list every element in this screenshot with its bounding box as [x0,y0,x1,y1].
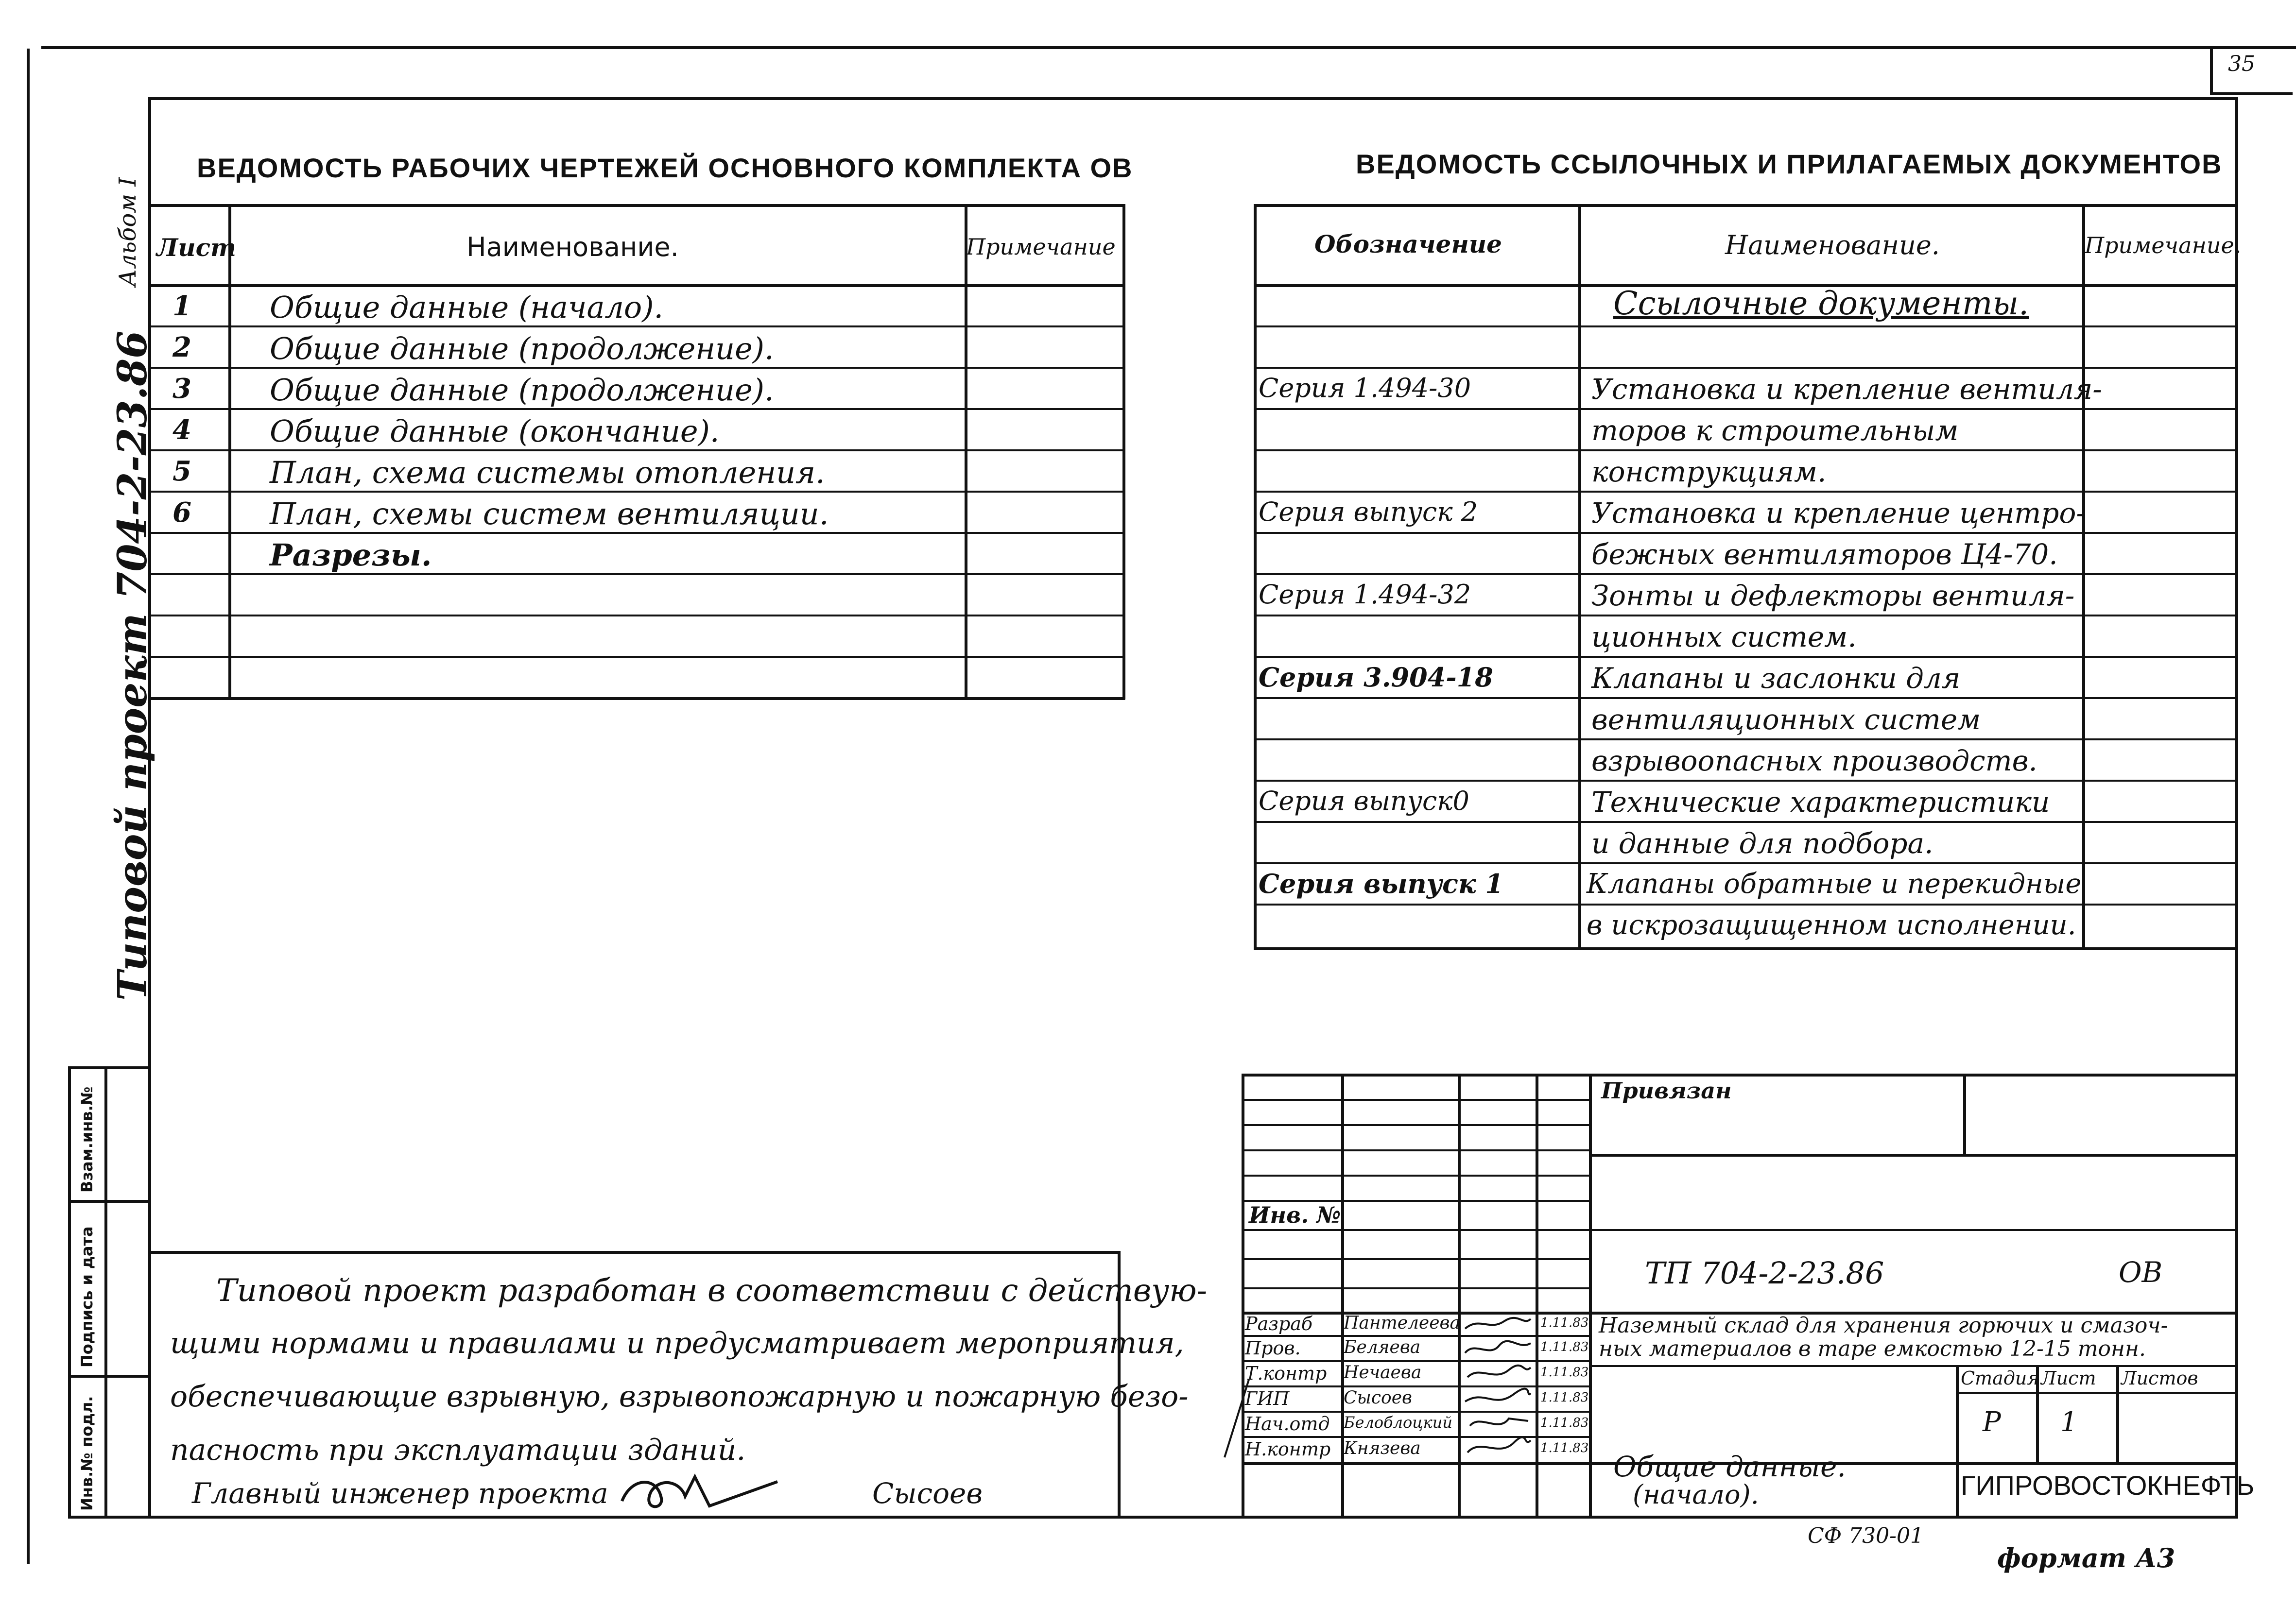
left-header-sheet: Лист [156,233,236,262]
right-row-name: Установка и крепление вентиля- [1591,373,2102,406]
note-line: пасность при эксплуатации зданий. [170,1433,746,1467]
organization-name: ГИПРОВОСТОКНЕФТЬ [1961,1470,2255,1501]
stage-label: Стадия [1961,1368,2039,1389]
left-row-name: Общие данные (начало). [270,290,664,325]
staff-date: 1.11.83 [1540,1416,1589,1430]
right-row-code: Серия выпуск 2 [1259,496,1478,527]
right-row-code: Серия выпуск 1 [1259,868,1503,899]
left-row-name: Общие данные (продолжение). [270,372,774,408]
page-number-box-bottom [2210,92,2293,95]
staff-date: 1.11.83 [1540,1316,1589,1330]
right-header-code: Обозначение [1314,230,1502,258]
outer-frame-left [27,49,30,1564]
right-row-code: Серия 1.494-32 [1259,579,1471,610]
right-row-name: в искрозащищенном исполнении. [1587,909,2076,941]
left-row-sheet: 1 [173,290,191,322]
right-row-name: Зонты и дефлекторы вентиля- [1591,579,2075,612]
right-row-code: Серия 1.494-30 [1259,373,1471,403]
staff-date: 1.11.83 [1540,1441,1589,1455]
note-line: обеспечивающие взрывную, взрывопожарную и пожарную безо- [170,1380,1189,1414]
left-row-name: Разрезы. [270,537,432,573]
sheet-value: 1 [2060,1406,2078,1438]
sheet-title-line: (начало). [1633,1479,1759,1510]
stamp-replaced-label: Взам.инв.№ [78,1086,96,1193]
staff-signatures [1460,1312,1536,1462]
right-section-title: Ссылочные документы. [1613,285,2029,322]
outer-frame-top [41,46,2296,49]
right-row-name: Клапаны обратные и перекидные [1587,868,2082,900]
staff-role: Н.контр [1245,1438,1331,1460]
doc-mark: ОВ [2119,1256,2163,1289]
note-signer-title: Главный инженер проекта [192,1477,608,1510]
left-row-sheet: 4 [173,414,191,446]
paper-format: формат А3 [1997,1542,2175,1573]
right-row-name: Клапаны и заслонки для [1591,662,1961,695]
doc-code: ТП 704-2-23.86 [1645,1255,1884,1291]
right-row-name: бежных вентиляторов Ц4-70. [1591,538,2058,571]
staff-date: 1.11.83 [1540,1340,1589,1354]
right-row-name: ционных систем. [1591,620,1857,653]
note-signer-name: Сысоев [872,1477,983,1510]
page-number-box-left [2210,46,2213,92]
project-vertical-label: Типовой проект 704-2-23.86 [109,330,156,1001]
staff-name: Белоблоцкий [1344,1413,1452,1432]
note-line: Типовой проект разработан в соответствии с действую- [216,1273,1208,1309]
sheet-title-line: Общие данные. [1613,1450,1846,1483]
right-row-name: Технические характеристики [1591,786,2050,819]
inner-frame-top [148,97,2238,100]
staff-role: Пров. [1245,1337,1301,1359]
right-row-name: вентиляционных систем [1591,703,1981,736]
left-row-sheet: 3 [173,373,191,405]
left-header-note: Примечание [966,234,1116,260]
sheet-label: Лист [2041,1368,2096,1389]
right-header-name: Наименование. [1725,230,1940,260]
inner-frame-bottom [68,1516,2238,1519]
right-row-name: торов к строительным [1591,414,1959,447]
note-line: щими нормами и правилами и предусматривает мероприятия, [170,1326,1184,1360]
left-row-name: Общие данные (продолжение). [270,331,774,366]
diagonal-stroke [1220,1375,1254,1462]
right-row-code: Серия 3.904-18 [1259,662,1493,693]
staff-name: Нечаева [1344,1363,1422,1383]
page-number: 35 [2228,51,2255,76]
right-row-name: взрывоопасных производств. [1591,744,2037,777]
form-code: СФ 730-01 [1808,1523,1924,1548]
left-row-sheet: 2 [173,331,191,363]
staff-name: Беляева [1344,1337,1421,1357]
left-header-name: Наименование. [466,232,679,262]
chief-engineer-signature [612,1467,787,1516]
privyazan-label: Привязан [1601,1077,1732,1104]
stamp-signature-label: Подпись и дата [78,1226,96,1368]
staff-role: ГИП [1245,1388,1290,1409]
left-row-sheet: 5 [173,455,191,487]
staff-role: Разраб [1245,1313,1313,1334]
album-label: Альбом I [114,177,141,287]
left-row-name: План, схема системы отопления. [270,455,825,490]
left-row-name: Общие данные (окончание). [270,413,720,449]
right-row-name: Установка и крепление центро- [1591,496,2086,530]
left-row-sheet: 6 [173,496,191,529]
right-header-note: Примечание. [2085,232,2242,258]
stamp-inv-label: Инв.№ подл. [78,1396,96,1511]
left-table-title: ВЕДОМОСТЬ РАБОЧИХ ЧЕРТЕЖЕЙ ОСНОВНОГО КОМПЛЕКТА ОВ [197,153,1133,183]
sheets-label: Листов [2121,1368,2198,1389]
staff-name: Князева [1344,1438,1421,1458]
description-line: Наземный склад для хранения горючих и смазоч- [1599,1313,2168,1338]
right-row-name: и данные для подбора. [1591,827,1933,860]
right-table-title: ВЕДОМОСТЬ ССЫЛОЧНЫХ И ПРИЛАГАЕМЫХ ДОКУМЕНТОВ [1356,149,2223,179]
staff-date: 1.11.83 [1540,1365,1589,1380]
inv-number-label: Инв. № [1249,1202,1341,1228]
stage-value: Р [1983,1406,2001,1438]
inner-frame-right [2235,97,2238,1518]
right-row-name: конструкциям. [1591,455,1827,488]
staff-name: Пантелеева [1344,1313,1460,1333]
staff-role: Нач.отд [1245,1413,1330,1435]
staff-name: Сысоев [1344,1388,1412,1408]
left-row-name: План, схемы систем вентиляции. [270,496,829,531]
staff-role: Т.контр [1245,1363,1327,1384]
description-line: ных материалов в таре емкостью 12-15 тонн. [1599,1336,2146,1361]
staff-date: 1.11.83 [1540,1390,1589,1405]
right-row-code: Серия выпуск0 [1259,786,1469,816]
